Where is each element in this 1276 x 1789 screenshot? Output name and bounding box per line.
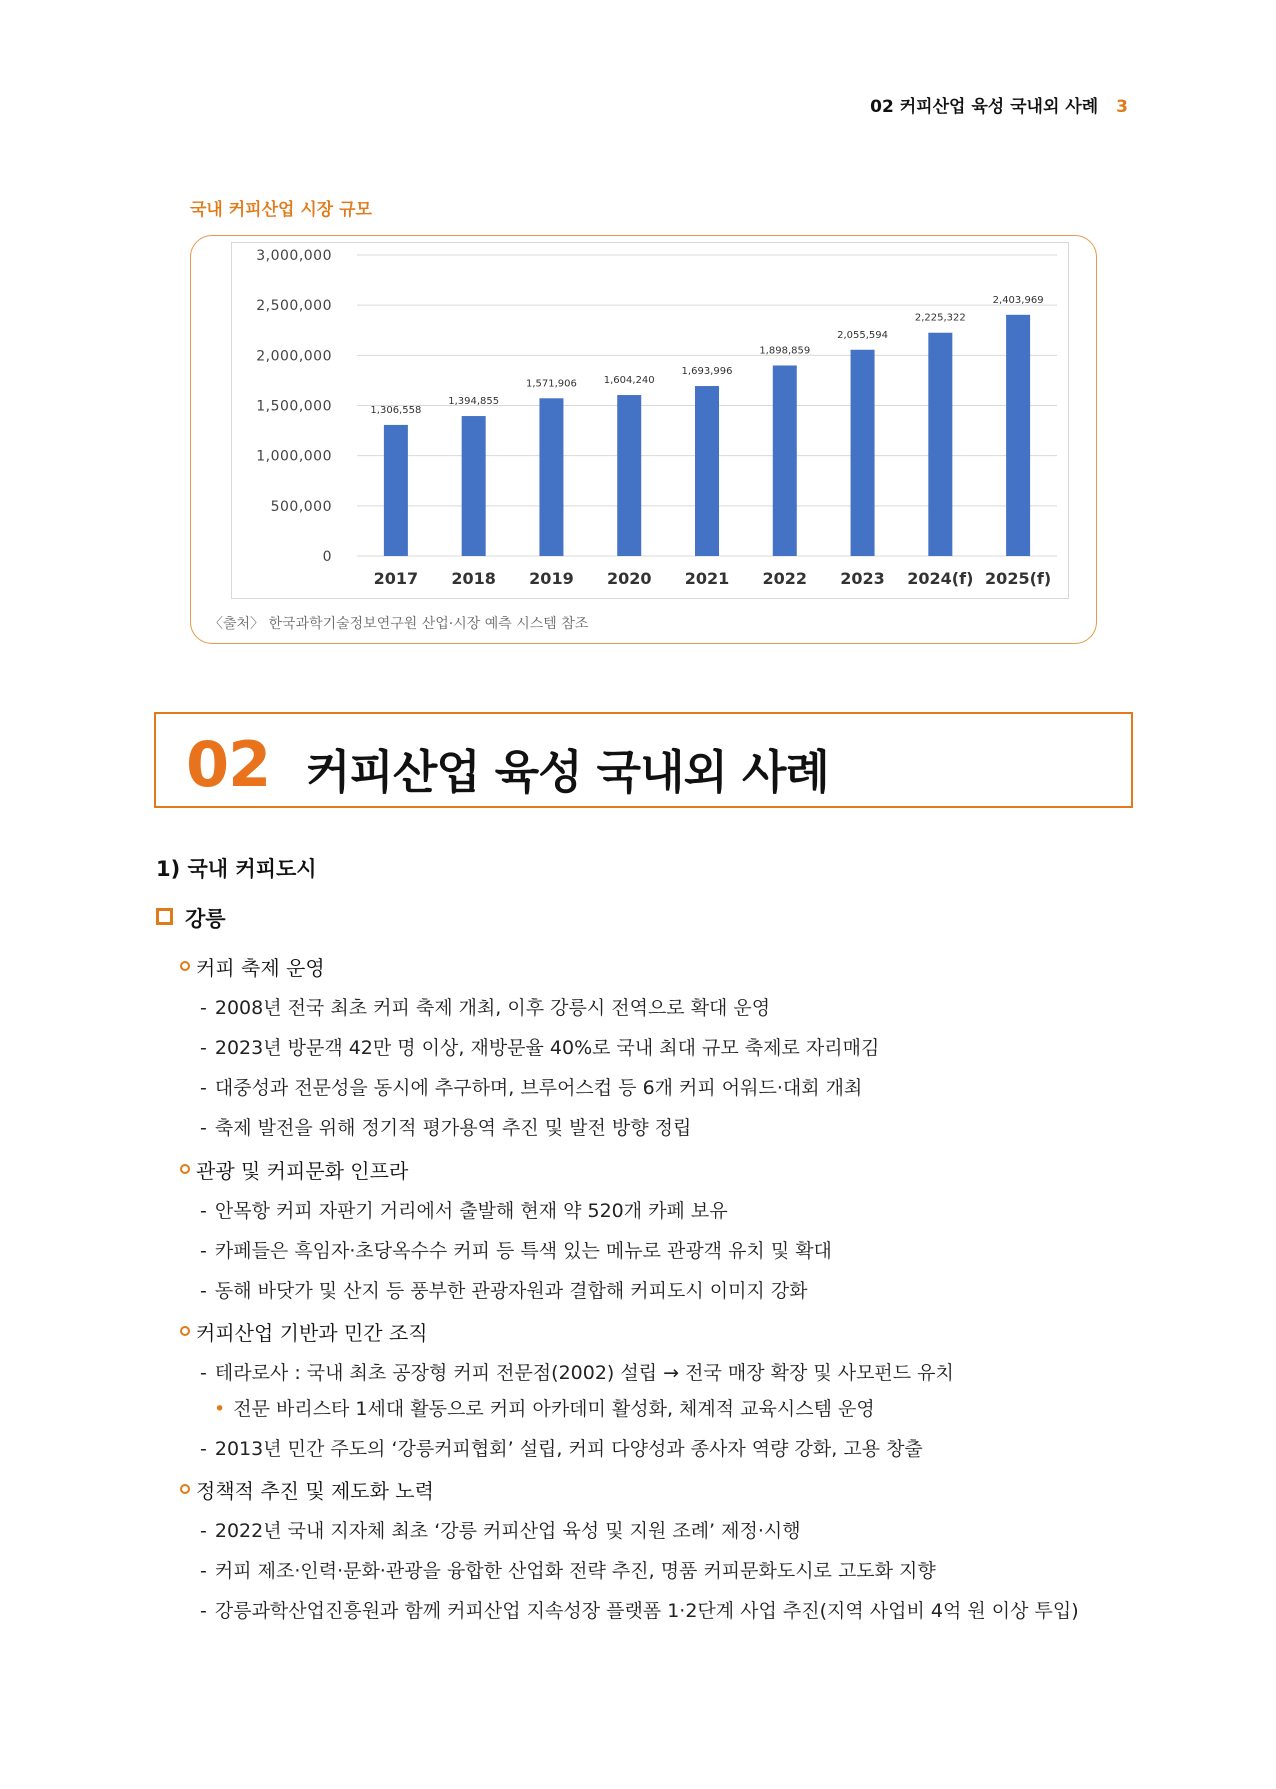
list-item: - 테라로사 : 국내 최초 공장형 커피 전문점(2002) 설립 → 전국 매장 확장 및 사모펀드 유치 xyxy=(200,1362,954,1384)
data-label: 1,604,240 xyxy=(603,375,655,387)
section-title: 커피산업 육성 국내외 사례 xyxy=(306,745,829,799)
bar xyxy=(928,333,952,556)
x-tick-label: 2023 xyxy=(840,569,885,588)
page-number: 3 xyxy=(1116,97,1128,117)
circle-bullet-icon xyxy=(180,961,190,971)
section-header xyxy=(154,712,1133,808)
data-label: 2,403,969 xyxy=(992,294,1044,306)
circle-bullet-icon xyxy=(180,1484,190,1494)
data-label: 1,306,558 xyxy=(370,404,422,416)
section-number: 02 xyxy=(186,728,271,801)
group-title-festival xyxy=(180,952,325,981)
x-tick-label: 2017 xyxy=(373,569,419,588)
list-item: - 안목항 커피 자판기 거리에서 출발해 현재 약 520개 카페 보유 xyxy=(200,1200,728,1222)
bar xyxy=(695,386,719,556)
x-tick-label: 2020 xyxy=(606,569,652,588)
bar xyxy=(539,398,563,556)
data-label: 2,055,594 xyxy=(837,329,889,341)
heading-gangneung xyxy=(156,903,226,933)
group-title-label: 정책적 추진 및 제도화 노력 xyxy=(196,1479,434,1503)
list-item: - 2022년 국내 지자체 최초 ‘강릉 커피산업 육성 및 지원 조례’ 제정·시행 xyxy=(200,1520,801,1542)
list-item-text: 2013년 민간 주도의 ‘강릉커피협회’ 설립, 커피 다양성과 종사자 역량 강화, 고용 창출 xyxy=(214,1438,923,1460)
source-note: 〈출처〉 한국과학기술정보연구원 산업·시장 예측 시스템 참조 xyxy=(209,616,589,632)
list-item-text: 대중성과 전문성을 동시에 추구하며, 브루어스컵 등 6개 커피 어워드·대회 개최 xyxy=(214,1077,863,1099)
heading-gangneung-label: 강릉 xyxy=(185,907,226,931)
list-item-text: 안목항 커피 자판기 거리에서 출발해 현재 약 520개 카페 보유 xyxy=(214,1200,728,1222)
chart-plot-frame xyxy=(231,242,1069,599)
y-tick-label: 1,000,000 xyxy=(256,448,332,465)
group-title-tourism xyxy=(180,1155,408,1184)
list-item-text: 축제 발전을 위해 정기적 평가용역 추진 및 발전 방향 정립 xyxy=(214,1117,692,1139)
list-item: - 대중성과 전문성을 동시에 추구하며, 브루어스컵 등 6개 커피 어워드·대회 개최 xyxy=(200,1077,863,1099)
bar xyxy=(851,350,875,556)
chart-container xyxy=(190,235,1097,644)
data-label: 1,394,855 xyxy=(448,396,500,408)
running-header xyxy=(870,92,1128,117)
data-label: 1,693,996 xyxy=(681,366,733,378)
list-item: - 카페들은 흑임자·초당옥수수 커피 등 특색 있는 메뉴로 관광객 유치 및 확대 xyxy=(200,1240,832,1262)
running-title: 02 커피산업 육성 국내외 사례 xyxy=(870,97,1099,117)
group-title-label: 커피 축제 운영 xyxy=(196,956,325,980)
data-label: 1,571,906 xyxy=(525,378,577,390)
bar xyxy=(1006,315,1030,556)
x-tick-label: 2018 xyxy=(451,569,496,588)
heading-domestic-coffee-city: 1) 국내 커피도시 xyxy=(156,857,317,881)
list-item-text: 2023년 방문객 42만 명 이상, 재방문율 40%로 국내 최대 규모 축제로 자리매김 xyxy=(214,1037,880,1059)
list-item-text: 동해 바닷가 및 산지 등 풍부한 관광자원과 결합해 커피도시 이미지 강화 xyxy=(214,1280,808,1302)
y-tick-label: 2,000,000 xyxy=(256,348,332,365)
y-tick-label: 3,000,000 xyxy=(256,248,332,264)
figure-caption: 국내 커피산업 시장 규모 xyxy=(190,200,372,220)
list-item: - 2023년 방문객 42만 명 이상, 재방문율 40%로 국내 최대 규모 축제로 자리매김 xyxy=(200,1037,880,1059)
y-tick-label: 500,000 xyxy=(270,498,332,515)
list-item-text: 카페들은 흑임자·초당옥수수 커피 등 특색 있는 메뉴로 관광객 유치 및 확대 xyxy=(214,1240,832,1262)
circle-bullet-icon xyxy=(180,1164,190,1174)
y-tick-label: 0 xyxy=(322,549,332,565)
x-tick-label: 2021 xyxy=(684,569,730,588)
list-item: - 강릉과학산업진흥원과 함께 커피산업 지속성장 플랫폼 1·2단계 사업 추진(지역 사업비 4억 원 이상 투입) xyxy=(200,1600,1079,1622)
x-tick-label: 2019 xyxy=(529,569,574,588)
bar xyxy=(617,395,641,556)
list-item-text: 2008년 전국 최초 커피 축제 개최, 이후 강릉시 전역으로 확대 운영 xyxy=(214,997,771,1019)
y-tick-label: 2,500,000 xyxy=(256,298,332,315)
list-item-text: 테라로사 : 국내 최초 공장형 커피 전문점(2002) 설립 → 전국 매장 확장 및 사모펀드 유치 xyxy=(214,1362,954,1384)
group-title-industry-base xyxy=(180,1317,428,1346)
sub-list-item-text: 전문 바리스타 1세대 활동으로 커피 아카데미 활성화, 체계적 교육시스템 운영 xyxy=(233,1398,875,1420)
group-title-label: 관광 및 커피문화 인프라 xyxy=(196,1159,409,1183)
sub-list-item xyxy=(214,1394,875,1421)
list-item: - 동해 바닷가 및 산지 등 풍부한 관광자원과 결합해 커피도시 이미지 강화 xyxy=(200,1280,808,1302)
group-title-policy xyxy=(180,1475,434,1504)
x-tick-label: 2025(f) xyxy=(985,569,1052,588)
bar xyxy=(773,365,797,556)
data-label: 2,225,322 xyxy=(914,312,966,324)
list-item-text: 2022년 국내 지자체 최초 ‘강릉 커피산업 육성 및 지원 조례’ 제정·시행 xyxy=(214,1520,801,1542)
list-item-text: 커피 제조·인력·문화·관광을 융합한 산업화 전략 추진, 명품 커피문화도시로 고도화 지향 xyxy=(214,1560,936,1582)
bar-chart xyxy=(232,243,1068,598)
list-item: - 축제 발전을 위해 정기적 평가용역 추진 및 발전 방향 정립 xyxy=(200,1117,692,1139)
x-tick-label: 2024(f) xyxy=(907,569,974,588)
dot-bullet-icon: • xyxy=(214,1398,226,1420)
list-item: - 2008년 전국 최초 커피 축제 개최, 이후 강릉시 전역으로 확대 운영 xyxy=(200,997,771,1019)
group-title-label: 커피산업 기반과 민간 조직 xyxy=(196,1321,428,1345)
y-tick-label: 1,500,000 xyxy=(256,398,332,415)
data-label: 1,898,859 xyxy=(759,345,811,357)
bar xyxy=(462,416,486,556)
list-item-text: 강릉과학산업진흥원과 함께 커피산업 지속성장 플랫폼 1·2단계 사업 추진(지역 사업비 4억 원 이상 투입) xyxy=(214,1600,1079,1622)
circle-bullet-icon xyxy=(180,1326,190,1336)
square-bullet-icon xyxy=(156,908,173,925)
list-item: - 2013년 민간 주도의 ‘강릉커피협회’ 설립, 커피 다양성과 종사자 역량 강화, 고용 창출 xyxy=(200,1438,923,1460)
list-item: - 커피 제조·인력·문화·관광을 융합한 산업화 전략 추진, 명품 커피문화도시로 고도화 지향 xyxy=(200,1560,936,1582)
bar xyxy=(384,425,408,556)
x-tick-label: 2022 xyxy=(762,569,808,588)
